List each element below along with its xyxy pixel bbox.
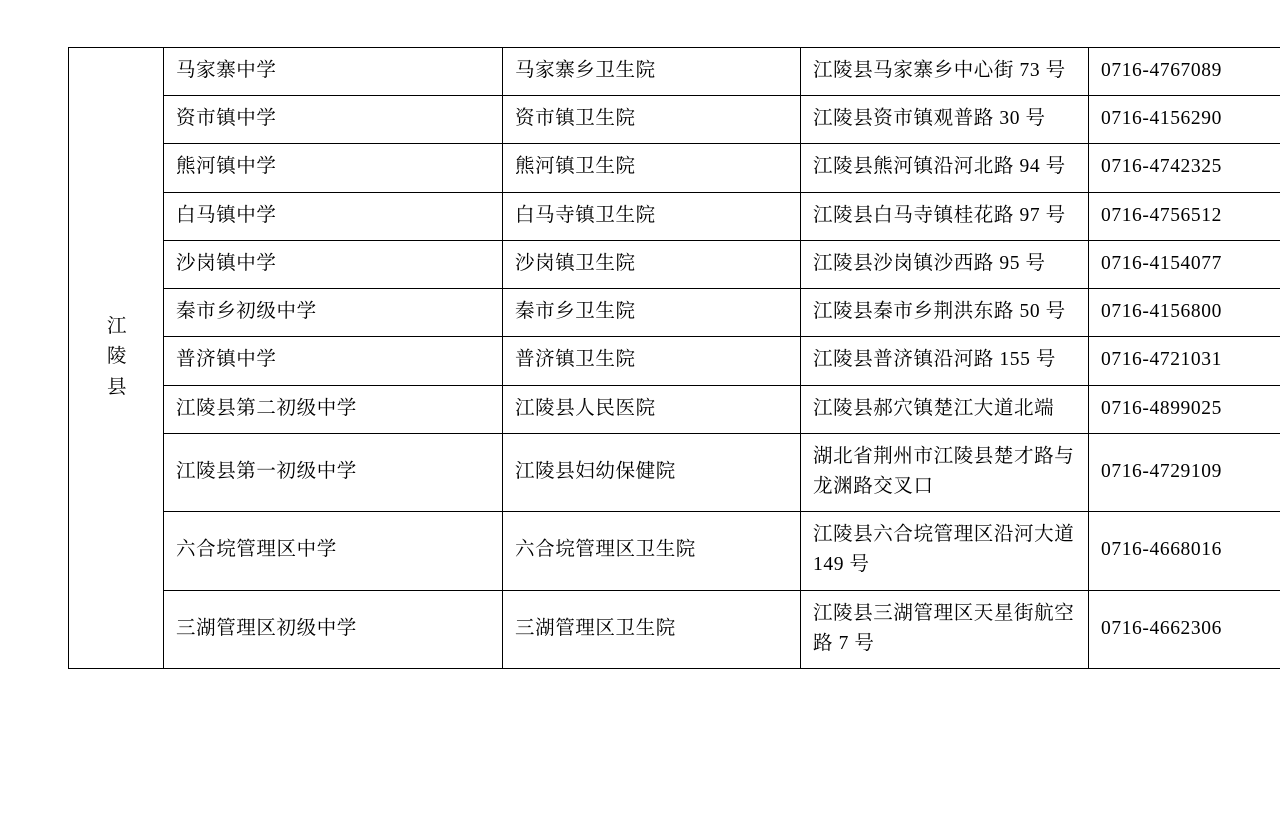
address: 江陵县资市镇观普路 30 号 — [801, 96, 1089, 144]
table-row — [69, 48, 1280, 96]
hospital-name: 马家寨乡卫生院 — [503, 48, 801, 96]
school-name: 六合垸管理区中学 — [164, 512, 503, 590]
address: 江陵县三湖管理区天星街航空路 7 号 — [801, 590, 1089, 668]
school-name: 三湖管理区初级中学 — [164, 590, 503, 668]
hospital-name: 沙岗镇卫生院 — [503, 240, 801, 288]
address: 江陵县马家寨乡中心街 73 号 — [801, 48, 1089, 96]
hospital-name: 江陵县人民医院 — [503, 385, 801, 433]
school-name: 江陵县第二初级中学 — [164, 385, 503, 433]
phone-number: 0716-4156800 — [1089, 289, 1280, 337]
address: 江陵县沙岗镇沙西路 95 号 — [801, 240, 1089, 288]
address: 江陵县熊河镇沿河北路 94 号 — [801, 144, 1089, 192]
table-row — [69, 96, 1280, 144]
phone-number: 0716-4742325 — [1089, 144, 1280, 192]
phone-number: 0716-4721031 — [1089, 337, 1280, 385]
phone-number: 0716-4668016 — [1089, 512, 1280, 590]
hospital-name: 江陵县妇幼保健院 — [503, 433, 801, 511]
phone-number: 0716-4899025 — [1089, 385, 1280, 433]
region-cell — [69, 48, 164, 669]
table-row — [69, 590, 1280, 668]
table-row — [69, 289, 1280, 337]
table-row — [69, 337, 1280, 385]
school-name: 普济镇中学 — [164, 337, 503, 385]
table-row — [69, 192, 1280, 240]
address: 湖北省荆州市江陵县楚才路与龙渊路交叉口 — [801, 433, 1089, 511]
phone-number: 0716-4767089 — [1089, 48, 1280, 96]
hospital-name: 六合垸管理区卫生院 — [503, 512, 801, 590]
hospital-name: 秦市乡卫生院 — [503, 289, 801, 337]
address: 江陵县六合垸管理区沿河大道 149 号 — [801, 512, 1089, 590]
hospital-name: 三湖管理区卫生院 — [503, 590, 801, 668]
table-container — [68, 47, 1222, 669]
phone-number: 0716-4662306 — [1089, 590, 1280, 668]
phone-number: 0716-4156290 — [1089, 96, 1280, 144]
region-label: 江陵县 — [106, 316, 128, 398]
phone-number: 0716-4729109 — [1089, 433, 1280, 511]
phone-number: 0716-4154077 — [1089, 240, 1280, 288]
address: 江陵县秦市乡荆洪东路 50 号 — [801, 289, 1089, 337]
hospital-name: 熊河镇卫生院 — [503, 144, 801, 192]
school-name: 江陵县第一初级中学 — [164, 433, 503, 511]
school-name: 沙岗镇中学 — [164, 240, 503, 288]
school-name: 熊河镇中学 — [164, 144, 503, 192]
school-name: 资市镇中学 — [164, 96, 503, 144]
table-row — [69, 512, 1280, 590]
address: 江陵县普济镇沿河路 155 号 — [801, 337, 1089, 385]
hospital-name: 资市镇卫生院 — [503, 96, 801, 144]
school-name: 马家寨中学 — [164, 48, 503, 96]
table-row — [69, 240, 1280, 288]
school-name: 白马镇中学 — [164, 192, 503, 240]
table-body — [69, 48, 1280, 669]
table-row — [69, 385, 1280, 433]
table-row — [69, 144, 1280, 192]
address: 江陵县郝穴镇楚江大道北端 — [801, 385, 1089, 433]
hospital-name: 普济镇卫生院 — [503, 337, 801, 385]
table-row — [69, 433, 1280, 511]
schools-hospitals-table — [68, 47, 1280, 669]
hospital-name: 白马寺镇卫生院 — [503, 192, 801, 240]
phone-number: 0716-4756512 — [1089, 192, 1280, 240]
address: 江陵县白马寺镇桂花路 97 号 — [801, 192, 1089, 240]
school-name: 秦市乡初级中学 — [164, 289, 503, 337]
